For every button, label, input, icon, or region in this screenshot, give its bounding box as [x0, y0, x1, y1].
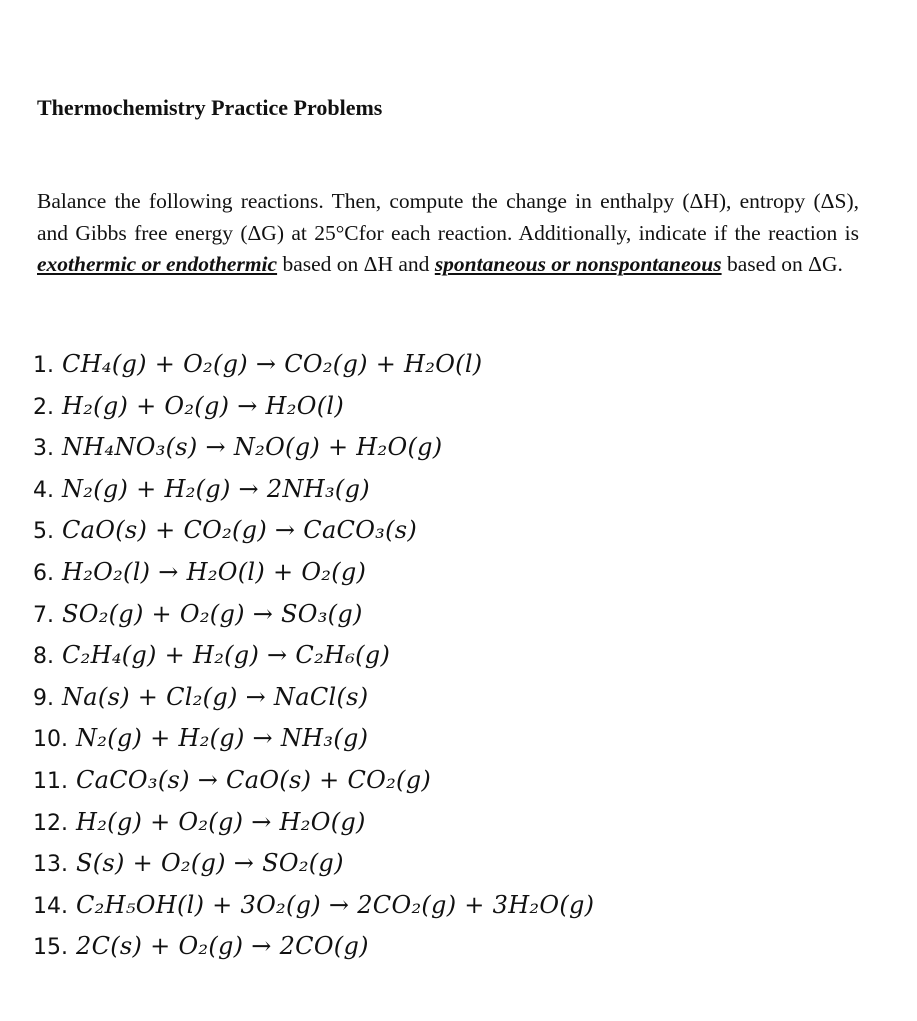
equation-item: [33, 469, 594, 511]
equation-item: [33, 344, 594, 386]
equation-number: 3.: [33, 436, 54, 462]
page-title: Thermochemistry Practice Problems: [37, 95, 383, 120]
equation-item: [33, 718, 594, 760]
equation-number: 10.: [33, 727, 68, 753]
instructions-text-2: based on ΔH and: [277, 252, 435, 276]
equation-text: H₂O₂(l) → H₂O(l) + O₂(g): [62, 557, 367, 586]
equation-item: [33, 552, 594, 594]
equation-number: 15.: [33, 935, 68, 961]
equation-text: C₂H₅OH(l) + 3O₂(g) → 2CO₂(g) + 3H₂O(g): [76, 890, 595, 919]
equation-number: 4.: [33, 477, 54, 503]
equation-item: [33, 843, 594, 885]
equation-item: [33, 510, 594, 552]
equation-text: Na(s) + Cl₂(g) → NaCl(s): [62, 682, 369, 711]
instructions-text-1: Balance the following reactions. Then, compute the change in enthalpy (ΔH), entropy (ΔS), and Gibbs free energy (ΔG) at 25°Cfor each reaction. Additionally, indicate if the reaction is: [37, 189, 859, 245]
equation-text: CH₄(g) + O₂(g) → CO₂(g) + H₂O(l): [62, 350, 483, 378]
equation-number: 1.: [33, 353, 54, 378]
equation-list: [33, 344, 594, 968]
emphasis-exothermic-endothermic: exothermic or endothermic: [37, 252, 278, 276]
equation-item: [33, 635, 594, 677]
equation-number: 13.: [33, 852, 68, 878]
equation-item: [33, 885, 594, 927]
equation-number: 8.: [33, 644, 54, 670]
equation-text: H₂(g) + O₂(g) → H₂O(l): [62, 391, 344, 420]
equation-item: [33, 427, 594, 469]
equation-text: CaO(s) + CO₂(g) → CaCO₃(s): [62, 516, 418, 545]
equation-text: C₂H₄(g) + H₂(g) → C₂H₆(g): [62, 641, 391, 670]
equation-number: 2.: [33, 394, 54, 420]
equation-number: 6.: [33, 560, 54, 586]
equation-text: CaCO₃(s) → CaO(s) + CO₂(g): [76, 765, 432, 794]
instructions-text-3: based on ΔG.: [721, 252, 843, 276]
equation-text: 2C(s) + O₂(g) → 2CO(g): [76, 932, 369, 961]
equation-text: H₂(g) + O₂(g) → H₂O(g): [76, 807, 366, 836]
equation-item: [33, 760, 594, 802]
equation-text: S(s) + O₂(g) → SO₂(g): [76, 849, 344, 878]
equation-number: 5.: [33, 519, 54, 545]
equation-item: [33, 802, 594, 844]
equation-number: 11.: [33, 768, 68, 794]
emphasis-spontaneous-nonspontaneous: spontaneous or nonspontaneous: [434, 252, 722, 276]
equation-number: 7.: [33, 602, 54, 628]
equation-item: [33, 926, 594, 968]
equation-number: 12.: [33, 810, 68, 836]
equation-number: 14.: [33, 893, 68, 919]
equation-number: 9.: [33, 685, 54, 711]
equation-text: N₂(g) + H₂(g) → NH₃(g): [76, 724, 369, 753]
equation-item: [33, 386, 594, 428]
equation-text: N₂(g) + H₂(g) → 2NH₃(g): [62, 474, 370, 503]
equation-text: NH₄NO₃(s) → N₂O(g) + H₂O(g): [62, 433, 443, 462]
equation-item: [33, 594, 594, 636]
equation-item: [33, 677, 594, 719]
equation-text: SO₂(g) + O₂(g) → SO₃(g): [62, 599, 363, 628]
instructions-paragraph: [37, 186, 859, 281]
